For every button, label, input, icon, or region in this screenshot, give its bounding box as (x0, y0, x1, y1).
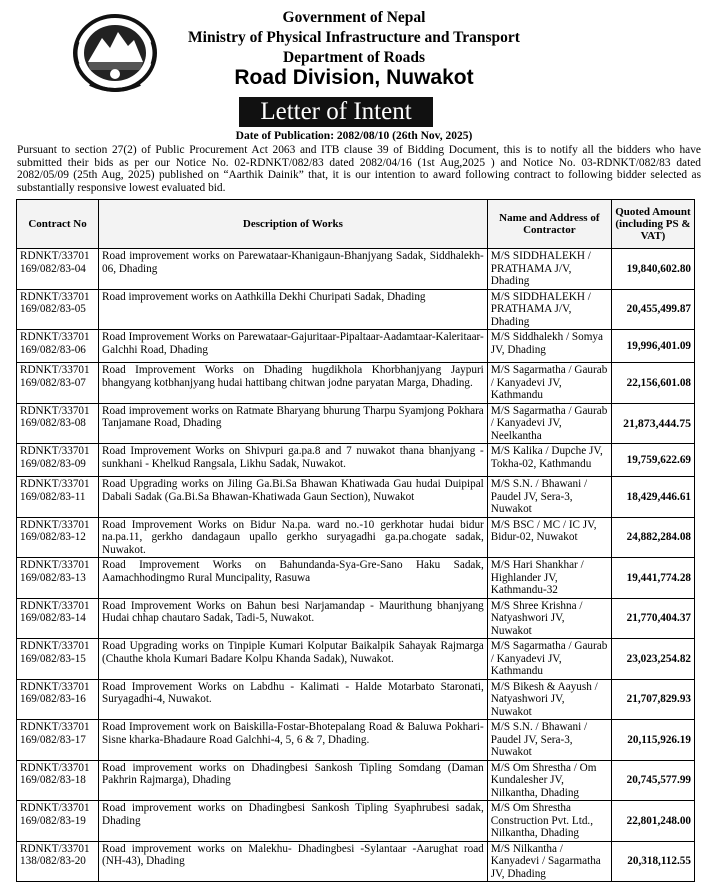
header-description: Description of Works (99, 200, 488, 249)
contract-no-cell: RDNKT/33701 169/082/83-08 (17, 403, 99, 444)
contractor-cell: M/S S.N. / Bhawani / Paudel JV, Sera-3, Nuwakot (487, 720, 611, 761)
amount-cell: 20,115,926.19 (611, 720, 694, 761)
description-cell: Road Improvement Works on Shivpuri ga.pa.8 and 7 nuwakot thana bhanjyang - sunkhani - Khelkud Rangsala, Likhu Sadak, Nuwakot. (99, 444, 488, 477)
table-header-row (17, 200, 695, 249)
contract-no-cell: RDNKT/33701 169/082/83-19 (17, 801, 99, 842)
table-row (17, 444, 695, 477)
government-heading: Government of Nepal (282, 9, 426, 26)
contract-no-cell: RDNKT/33701 169/082/83-12 (17, 517, 99, 558)
table-row (17, 679, 695, 720)
amount-cell: 19,840,602.80 (611, 249, 694, 290)
table-row (17, 558, 695, 599)
contract-no-cell: RDNKT/33701 169/082/83-18 (17, 760, 99, 801)
description-cell: Road improvement works on Ratmate Bharyang bhurung Tharpu Syamjong Pokhara Tanjamane Road, Dhading (99, 403, 488, 444)
contractor-cell: M/S Om Shrestha / Om Kundalesher JV, Nilkantha, Dhading (487, 760, 611, 801)
contract-no-cell: RDNKT/33701 169/082/83-06 (17, 330, 99, 363)
contractor-cell: M/S Bikesh & Aayush / Natyashwori JV, Nuwakot (487, 679, 611, 720)
description-cell: Road Improvement Works on Bahun besi Narjamandap - Maurithung bhanjyang Hudai chhap chautaro Sadak, Tadi-5, Nuwakot. (99, 598, 488, 639)
contract-no-cell: RDNKT/33701 169/082/83-11 (17, 477, 99, 518)
table-row (17, 760, 695, 801)
header-contractor: Name and Address of Contractor (487, 200, 611, 249)
division-heading: Road Division, Nuwakot (234, 66, 474, 89)
table-row (17, 801, 695, 842)
table-row (17, 289, 695, 330)
contract-no-cell: RDNKT/33701 169/082/83-13 (17, 558, 99, 599)
amount-cell: 20,318,112.55 (611, 841, 694, 882)
amount-cell: 22,801,248.00 (611, 801, 694, 842)
description-cell: Road Improvement Works on Parewataar-Gajuritaar-Pipaltaar-Aadamtaar-Kaleritaar-Galchhi Road, Dhading (99, 330, 488, 363)
table-row (17, 477, 695, 518)
amount-cell: 22,156,601.08 (611, 363, 694, 404)
contract-no-cell: RDNKT/33701 138/082/83-20 (17, 841, 99, 882)
contractor-cell: M/S SIDDHALEKH / PRATHAMA J/V, Dhading (487, 249, 611, 290)
table-row (17, 249, 695, 290)
description-cell: Road improvement works on Dhadingbesi Sankosh Tipling Syaphrubesi sadak, Dhading (99, 801, 488, 842)
table-body (17, 249, 695, 882)
contractor-cell: M/S Sagarmatha / Gaurab / Kanyadevi JV, Kathmandu (487, 639, 611, 680)
table-row (17, 639, 695, 680)
description-cell: Road improvement works on Aathkilla Dekhi Churipati Sadak, Dhading (99, 289, 488, 330)
contractor-cell: M/S Siddhalekh / Somya JV, Dhading (487, 330, 611, 363)
contractor-cell: M/S Kalika / Dupche JV, Tokha-02, Kathmandu (487, 444, 611, 477)
contractor-cell: M/S Sagarmatha / Gaurab / Kanyadevi JV, Neelkantha (487, 403, 611, 444)
description-cell: Road improvement works on Dhadingbesi Sankosh Tipling Somdang (Daman Pakhrin Rajmarga), Dhading (99, 760, 488, 801)
contract-no-cell: RDNKT/33701 169/082/83-05 (17, 289, 99, 330)
description-cell: Road Improvement Works on Bahundanda-Sya-Gre-Sano Haku Sadak, Aamachhodingmo Rural Muncipality, Rasuwa (99, 558, 488, 599)
description-cell: Road Upgrading works on Tinpiple Kumari Kolputar Baikalpik Sahayak Rajmarga (Chauthe khola Kumari Badare Kolpu Khanda Sadak), Nuwakot. (99, 639, 488, 680)
contractor-cell: M/S Nilkantha / Kanyadevi / Sagarmatha JV, Dhading (487, 841, 611, 882)
description-cell: Road Improvement work on Baiskilla-Fostar-Bhotepalang Road & Baluwa Pokhari-Sisne kharka-Bhadaure Road Galchhi-4, 5, 6 & 7, Dhading. (99, 720, 488, 761)
letter-of-intent-title: Letter of Intent (239, 97, 433, 127)
table-row (17, 598, 695, 639)
table-row (17, 720, 695, 761)
description-cell: Road Upgrading works on Jiling Ga.Bi.Sa Bhawan Khatiwada Gau hudai Duipipal Dabali Sadak (Ga.Bi.Sa Bhawan-Khatiwada Gaun Section), Nuwakot (99, 477, 488, 518)
contract-no-cell: RDNKT/33701 169/082/83-09 (17, 444, 99, 477)
amount-cell: 21,770,404.37 (611, 598, 694, 639)
table-row (17, 517, 695, 558)
department-heading: Department of Roads (282, 49, 426, 66)
description-cell: Road improvement works on Malekhu- Dhadingbesi -Sylantaar -Aarughat road (NH-43), Dhading (99, 841, 488, 882)
ministry-heading: Ministry of Physical Infrastructure and Transport (188, 29, 520, 46)
contract-no-cell: RDNKT/33701 169/082/83-04 (17, 249, 99, 290)
publication-date: Date of Publication: 2082/08/10 (26th Nov, 2025) (235, 130, 473, 142)
contractor-cell: M/S Shree Krishna / Natyashwori JV, Nuwakot (487, 598, 611, 639)
amount-cell: 23,023,254.82 (611, 639, 694, 680)
contractor-cell: M/S BSC / MC / IC JV, Bidur-02, Nuwakot (487, 517, 611, 558)
contractor-cell: M/S Om Shrestha Construction Pvt. Ltd., Nilkantha, Dhading (487, 801, 611, 842)
amount-cell: 20,745,577.99 (611, 760, 694, 801)
contractor-cell: M/S SIDDHALEKH / PRATHAMA J/V, Dhading (487, 289, 611, 330)
contract-no-cell: RDNKT/33701 169/082/83-07 (17, 363, 99, 404)
contract-no-cell: RDNKT/33701 169/082/83-17 (17, 720, 99, 761)
amount-cell: 18,429,446.61 (611, 477, 694, 518)
contract-no-cell: RDNKT/33701 169/082/83-16 (17, 679, 99, 720)
contractor-cell: M/S Hari Shankhar / Highlander JV, Kathmandu-32 (487, 558, 611, 599)
contractor-cell: M/S Sagarmatha / Gaurab / Kanyadevi JV, Kathmandu (487, 363, 611, 404)
description-cell: Road Improvement Works on Bidur Na.pa. ward no.-10 gerkhotar hudai bidur na.pa.11, gerkho dandagaun upallo gerkho suryagadhi ga.pa.chogate sadak, Nuwakot. (99, 517, 488, 558)
header-contract-no: Contract No (17, 200, 99, 249)
amount-cell: 24,882,284.08 (611, 517, 694, 558)
table-row (17, 330, 695, 363)
amount-cell: 19,441,774.28 (611, 558, 694, 599)
table-row (17, 841, 695, 882)
amount-cell: 21,873,444.75 (611, 403, 694, 444)
amount-cell: 19,996,401.09 (611, 330, 694, 363)
award-table (16, 199, 695, 882)
description-cell: Road Improvement Works on Dhading hugdikhola Khorbhanjyang Jaypuri bhangyang kotbhanjyang hudai hattibang chitwan jodne paryatan Marga, Dhading. (99, 363, 488, 404)
header-amount: Quoted Amount (including PS & VAT) (611, 200, 694, 249)
amount-cell: 20,455,499.87 (611, 289, 694, 330)
contract-no-cell: RDNKT/33701 169/082/83-15 (17, 639, 99, 680)
amount-cell: 21,707,829.93 (611, 679, 694, 720)
table-row (17, 363, 695, 404)
table-row (17, 403, 695, 444)
intro-paragraph: Pursuant to section 27(2) of Public Procurement Act 2063 and ITB clause 39 of Bidding Document, this is to notify all the bidders who have submitted their bids as per our Notice No. 02-RDNKT/082/83 dated 2082/04/16 (1st Aug,2025 ) and Notice No. 03-RDNKT/082/83 dated 2082/05/09 (25th Aug, 2025) published on “Aarthik Dainik” that, it is our intention to award following contract to following bidder selected as substantially responsive lowest evaluated bid. (17, 144, 701, 194)
contractor-cell: M/S S.N. / Bhawani / Paudel JV, Sera-3, Nuwakot (487, 477, 611, 518)
description-cell: Road improvement works on Parewataar-Khanigaun-Bhanjyang Sadak, Siddhalekh-06, Dhading (99, 249, 488, 290)
description-cell: Road Improvement Works on Labdhu - Kalimati - Halde Motarbato Staronati, Suryagadhi-4, Nuwakot. (99, 679, 488, 720)
amount-cell: 19,759,622.69 (611, 444, 694, 477)
contract-no-cell: RDNKT/33701 169/082/83-14 (17, 598, 99, 639)
